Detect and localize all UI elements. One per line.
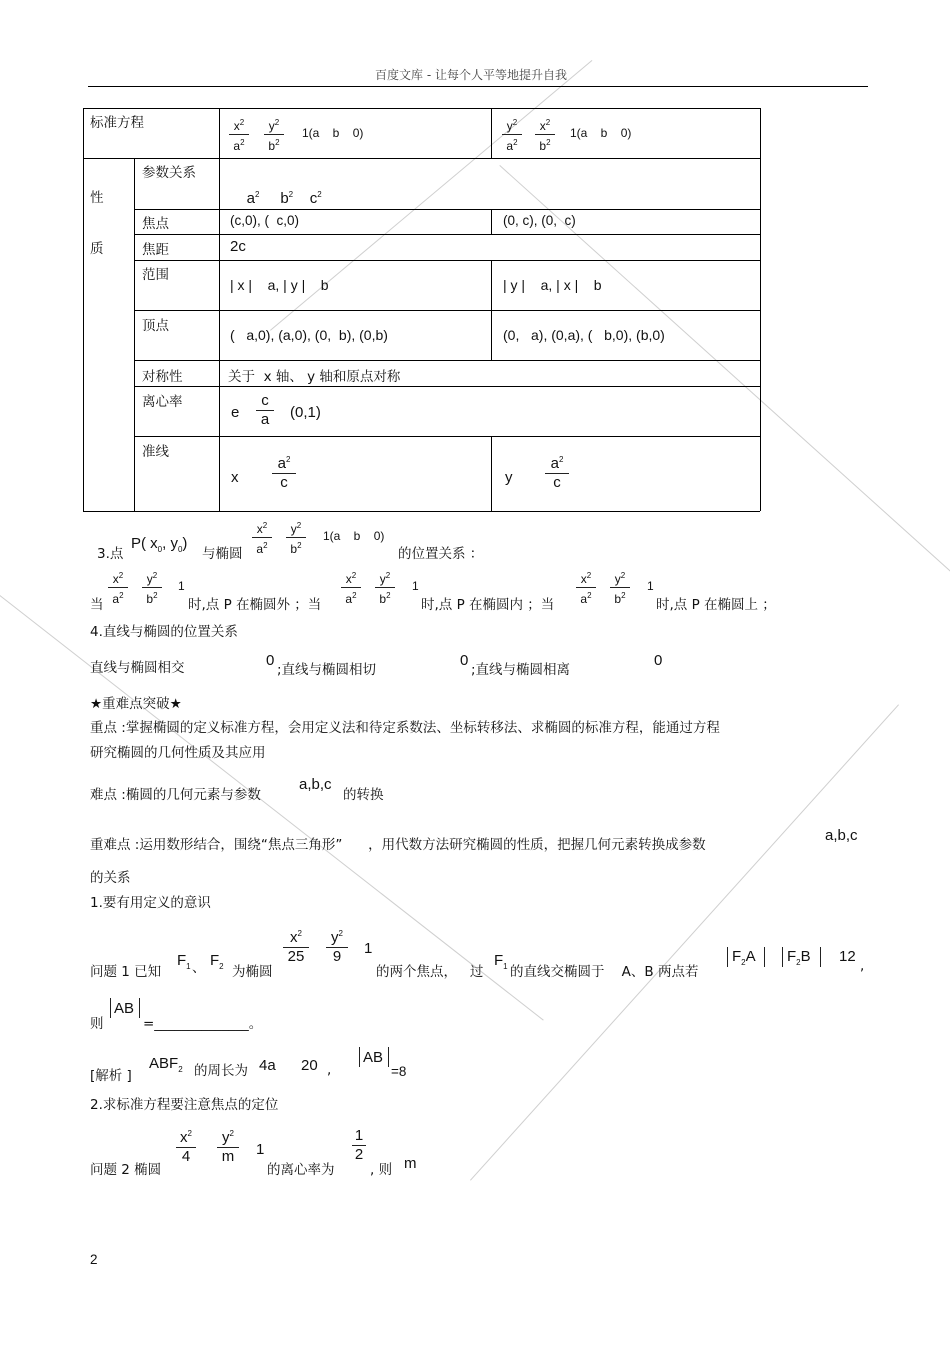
abs-F2B: $F_2B$ (787, 948, 811, 967)
focal-length-label: 焦距 (142, 242, 169, 258)
difficulty-text: 难点 :椭圆的几何元素与参数 (90, 787, 261, 803)
param-relation-value: $a^2$ $b^2$ $c^2$ (246, 190, 322, 207)
range-label: 范围 (142, 267, 169, 283)
std-eq-label: 标准方程 (90, 115, 144, 131)
focal-length-value: 2c (230, 238, 246, 255)
difficulty-params: a,b,c (299, 776, 332, 793)
param-relation-label: 参数关系 (142, 165, 196, 181)
key-points-line-1: 重点 :掌握椭圆的定义标准方程，会用定义法和待定系数法、坐标转移法、求椭圆的标准方程，能通过方程 (90, 720, 720, 736)
focus-label: 焦点 (142, 216, 169, 232)
directrix-label: 准线 (142, 444, 169, 460)
vertex-label: 顶点 (142, 318, 169, 334)
symmetry-label: 对称性 (142, 369, 183, 385)
header-rule (88, 86, 868, 87)
focus-value-2: (0, c), (0, c) (503, 213, 576, 228)
key-difficulty-text: 重难点 :运用数形结合，围绕“焦点三角形” ，用代数方法研究椭圆的性质，把握几何元素转换成参数 (90, 837, 706, 853)
problem-2-section-title: 2.求标准方程要注意焦点的定位 (90, 1097, 279, 1113)
watermark-line (470, 704, 899, 1180)
point-p: P( $x_0$, $y_0$) (131, 535, 188, 554)
key-points-title: ★重难点突破★ (90, 696, 182, 712)
watermark-line (499, 165, 950, 634)
range-value-2: | y | a, | x | b (503, 277, 602, 293)
problem-1-section-title: 1.要有用定义的意识 (90, 895, 211, 911)
properties-label-1: 性 (90, 190, 104, 206)
eccentricity-label: 离心率 (142, 394, 183, 410)
section-4-title: 4.直线与椭圆的位置关系 (90, 624, 238, 640)
vertex-value-2: (0, a), (0,a), ( b,0), (b,0) (503, 327, 665, 343)
symmetry-value: 关于 x 轴、 y 轴和原点对称 (228, 369, 401, 385)
problem-1-analysis: [解析 ] (90, 1068, 132, 1084)
focus-value-1: (c,0), ( c,0) (230, 213, 300, 228)
vertex-value-1: ( a,0), (a,0), (0, b), (0,b) (230, 327, 388, 343)
page-header: 百度文库 - 让每个人平等地提升自我 (375, 68, 567, 82)
properties-label-2: 质 (90, 241, 104, 257)
range-value-1: | x | a, | y | b (230, 277, 329, 293)
key-difficulty-params: a,b,c (825, 827, 858, 844)
abs-F2A: $F_2A$ (732, 948, 756, 967)
key-points-line-2: 研究椭圆的几何性质及其应用 (90, 745, 266, 761)
page-number: 2 (90, 1252, 98, 1267)
